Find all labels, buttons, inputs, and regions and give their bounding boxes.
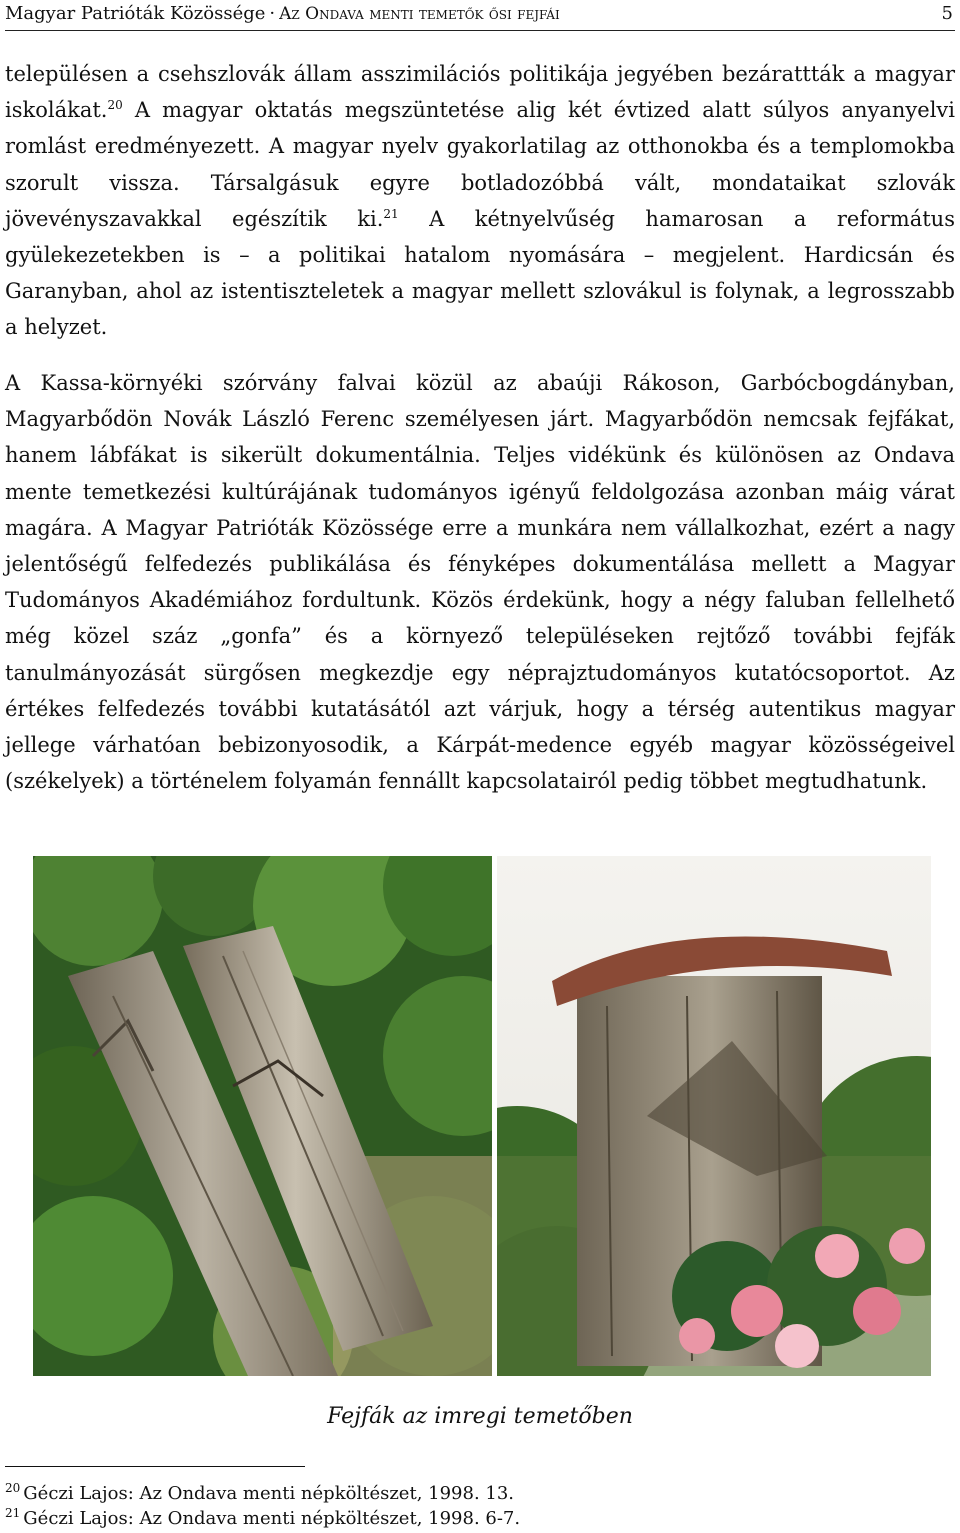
paragraph [5,365,955,799]
figure-caption: Fejfák az imregi temetőben [327,1404,633,1429]
footnote-21 [5,1507,520,1531]
header-left [5,0,560,28]
footnote-20 [5,1482,514,1506]
footnote-divider [5,1466,305,1467]
roofed-headboard-image [497,856,931,1376]
chapter-title: Az Ondava menti temetők ősi fejfái [279,4,560,24]
text-segment: A kétnyelvűség hamarosan a református gyülekezetekben is – a politikai hatalom nyomására – megjelent. Hardicsán és Garanyban, ahol az istentiszteletek a magyar mellett szlovákul is folynak, a legrosszabb a helyzet. [5,206,955,340]
text-segment: A Kassa-környéki szórvány falvai közül az abaúji Rákoson, Garbócbogdányban, Magyarbődön Novák László Ferenc személyesen járt. Magyarbődön nemcsak fejfákat, hanem lábfákat is sikerült dokumentálnia. Teljes vidékünk és különösen az Ondava mente temetkezési kultúrájának tudományos igényű feldolgozása azonban máig várat magára. A Magyar Patrióták Közössége erre a munkára nem vállalkozhat, ezért a nagy jelentőségű felfedezés publikálása és fényképes dokumentálása mellett a Magyar Tudományos Akadémiához fordultunk. Közös érdekünk, hogy a négy faluban fellelhető még közel száz „gonfa” és a környező településeken rejtőző további fejfák tanulmányozását sürgősen megkezdje egy néprajztudományos kutatócsoportot. Az értékes felfedezés további kutatásától azt várjuk, hogy a térség autentikus magyar jellege várhatóan bebizonyosodik, a Kárpát-medence egyéb magyar közösségeivel (székelyek) a történelem folyamán fennállt kapcsolatairól pedig többet megtudhatunk. [5,371,955,794]
text-segment: településen a csehszlovák állam asszimilációs politikája jegyében bezárattták a magyar iskolákat. [5,62,955,123]
headboard-photo-right [497,856,931,1376]
footnote-text: Géczi Lajos: Az Ondava menti népköltészet, 1998. 6-7. [23,1508,521,1529]
footnote-number: 20 [5,1481,21,1495]
paragraph [5,56,955,346]
text-segment: A magyar oktatás megszüntetése alig két évtized alatt súlyos anyanyelvi romlást eredményezett. A magyar nyelv gyakorlatilag az otthonokba és a templomokba szorult vissza. Társalgásuk egyre botladozóbbá vált, mondataikat szlovák jövevényszavakkal egészítik ki. [5,98,955,231]
footnote-ref: 21 [383,206,399,221]
footnote-text: Géczi Lajos: Az Ondava menti népköltészet, 1998. 13. [23,1483,515,1504]
footnote-ref: 20 [107,98,123,113]
page-header [5,0,955,31]
headboard-photo-left [33,856,492,1376]
leaning-headboards-image [33,856,492,1376]
footnote-number: 21 [5,1506,21,1520]
site-name: Magyar Patrióták Közössége [5,3,266,24]
header-separator: · [269,3,276,24]
page-number: 5 [941,3,953,24]
